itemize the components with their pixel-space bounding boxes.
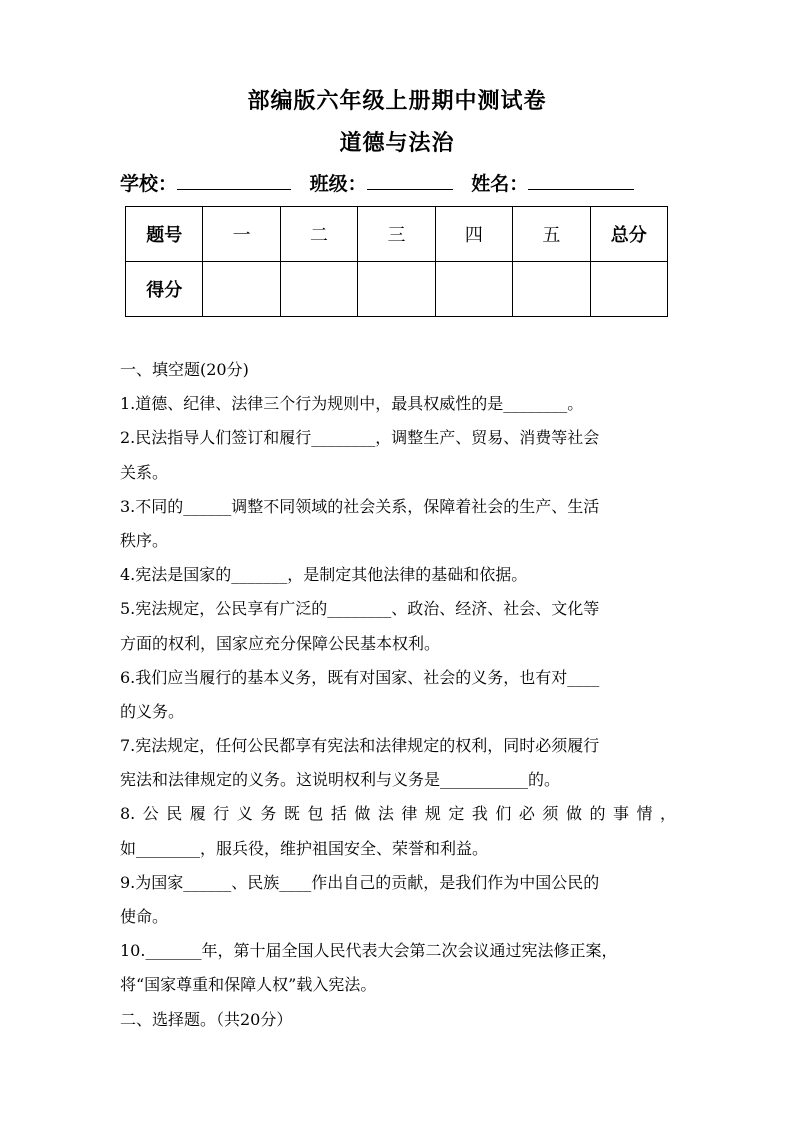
- score-cell: [280, 262, 357, 317]
- question-line: 6.我们应当履行的基本义务，既有对国家、社会的义务，也有对____: [120, 667, 600, 687]
- question-line: 2.民法指导人们签订和履行________，调整生产、贸易、消费等社会: [120, 428, 600, 448]
- question-line: 4.宪法是国家的_______，是制定其他法律的基础和依据。: [120, 565, 528, 585]
- score-table-header-row: [126, 207, 668, 262]
- name-label: 姓名：: [471, 173, 529, 195]
- question-line: 5.宪法规定，公民享有广泛的________、政治、经济、社会、文化等: [120, 599, 600, 619]
- question-line: 秩序。: [120, 530, 169, 550]
- header-cell: 五: [513, 207, 590, 262]
- header-cell: 总分: [590, 207, 667, 262]
- question-line: 9.为国家______、民族____作出自己的贡献，是我们作为中国公民的: [120, 872, 600, 892]
- score-row-label: 得分: [126, 262, 203, 317]
- question-line: 1.道德、纪律、法律三个行为规则中，最具权威性的是________。: [120, 394, 584, 414]
- question-line: 将“国家尊重和保障人权”载入宪法。: [120, 975, 377, 995]
- header-cell: 题号: [126, 207, 203, 262]
- score-cell: [435, 262, 512, 317]
- question-line: 7.宪法规定，任何公民都享有宪法和法律规定的权利，同时必须履行: [120, 736, 600, 756]
- score-cell: [358, 262, 435, 317]
- school-blank: [177, 171, 291, 190]
- class-label: 班级：: [309, 173, 367, 195]
- score-cell: [590, 262, 667, 317]
- score-cell: [203, 262, 280, 317]
- question-line: 如________，服兵役，维护祖国安全、荣誉和利益。: [120, 838, 489, 858]
- score-table-score-row: [126, 262, 668, 317]
- section-heading: 一、填空题(20分): [120, 360, 249, 379]
- question-line: 8.公民履行义务既包括做法律规定我们必须做的事情，: [120, 804, 676, 824]
- school-label: 学校：: [120, 173, 178, 195]
- subject-title: 道德与法治: [339, 130, 455, 156]
- student-info-row: [120, 169, 646, 196]
- name-blank: [528, 171, 634, 190]
- score-cell: [513, 262, 590, 317]
- score-table: [125, 206, 668, 317]
- question-line: 3.不同的______调整不同领域的社会关系，保障着社会的生产、生活: [120, 496, 600, 516]
- question-line: 的义务。: [120, 701, 185, 721]
- header-cell: 二: [280, 207, 357, 262]
- header-cell: 四: [435, 207, 512, 262]
- question-line: 方面的权利，国家应充分保障公民基本权利。: [120, 633, 441, 653]
- class-blank: [367, 171, 453, 190]
- question-line: 宪法和法律规定的义务。这说明权利与义务是___________的。: [120, 770, 561, 790]
- exam-title: 部编版六年级上册期中测试卷: [247, 88, 547, 114]
- header-cell: 一: [203, 207, 280, 262]
- exam-content: [120, 353, 676, 1037]
- question-line: 10._______年，第十届全国人民代表大会第二次会议通过宪法修正案，: [120, 941, 618, 961]
- section-heading: 二、选择题。（共20分）: [120, 1009, 293, 1029]
- header-cell: 三: [358, 207, 435, 262]
- question-line: 使命。: [120, 907, 169, 926]
- question-line: 关系。: [120, 462, 169, 482]
